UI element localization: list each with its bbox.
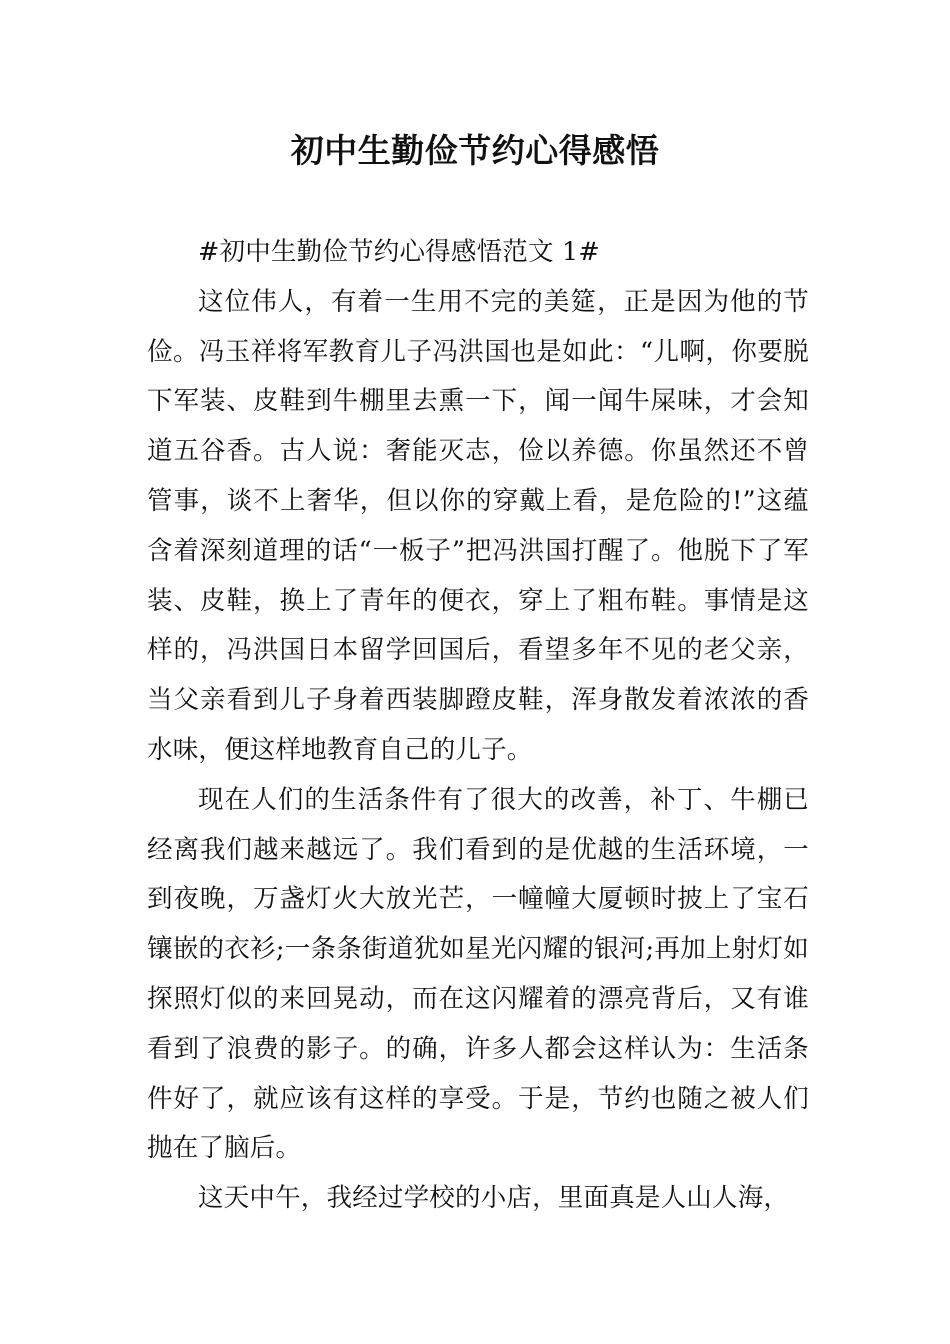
body-paragraph: 现在人们的生活条件有了很大的改善，补丁、牛棚已经离我们越来越远了。我们看到的是优越的生活环境，一到夜晚，万盏灯火大放光芒，一幢幢大厦顿时披上了宝石镶嵌的衣衫;一条条街道犹如星光闪耀的银河;再加上射灯如探照灯似的来回晃动，而在这闪耀着的漂亮背后，又有谁看到了浪费的影子。的确，许多人都会这样认为：生活条件好了，就应该有这样的享受。于是，节约也随之被人们抛在了脑后。 — [147, 784, 809, 1164]
document-title: 初中生勤俭节约心得感悟 — [290, 131, 660, 170]
document-body — [147, 228, 809, 1224]
body-paragraph: 这天中午，我经过学校的小店，里面真是人山人海， — [198, 1183, 790, 1214]
body-paragraph: 这位伟人，有着一生用不完的美筵，正是因为他的节俭。冯玉祥将军教育儿子冯洪国也是如此：“儿啊，你要脱下军装、皮鞋到牛棚里去熏一下，闻一闻牛屎味，才会知道五谷香。古人说：奢能灭志，俭以养德。你虽然还不曾管事，谈不上奢华，但以你的穿戴上看，是危险的!”这蕴含着深刻道理的话“一板子”把冯洪国打醒了。他脱下了军装、皮鞋，换上了青年的便衣，穿上了粗布鞋。事情是这样的，冯洪国日本留学回国后，看望多年不见的老父亲，当父亲看到儿子身着西装脚蹬皮鞋，浑身散发着浓浓的香水味，便这样地教育自己的儿子。 — [147, 286, 809, 765]
essay-heading-line: #初中生勤俭节约心得感悟范文 1# — [198, 237, 600, 267]
